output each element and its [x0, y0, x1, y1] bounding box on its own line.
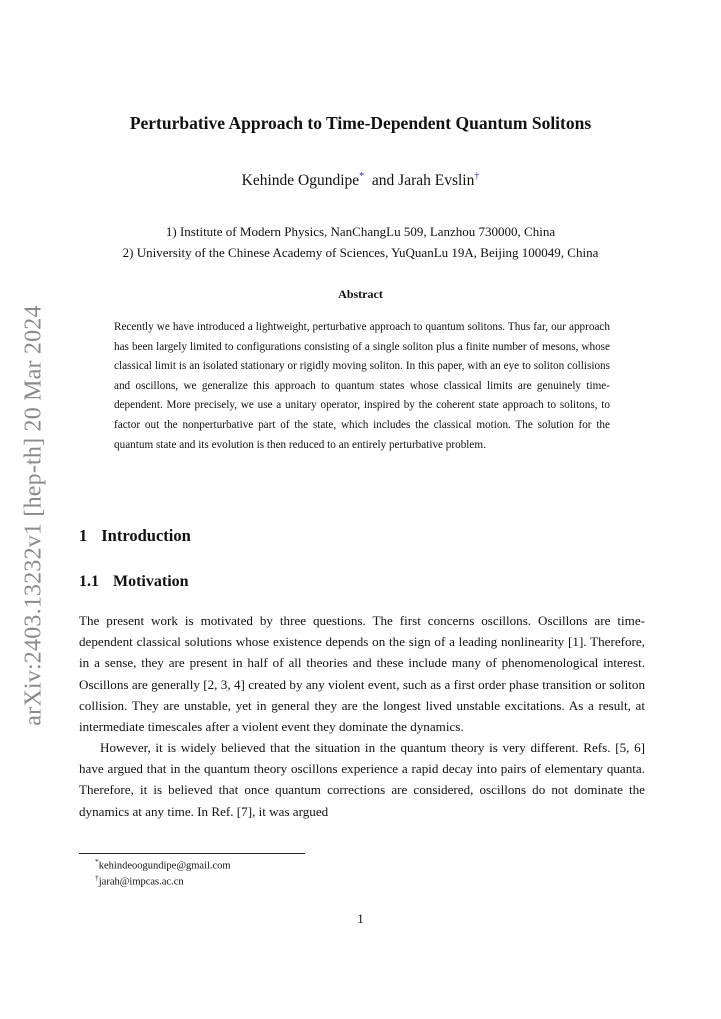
author-footnote-mark[interactable]: † — [474, 171, 480, 182]
footnote-email: kehindeoogundipe@gmail.com — [98, 860, 231, 872]
paper-title: Perturbative Approach to Time-Dependent Quantum Solitons — [129, 113, 592, 133]
footnote-divider — [79, 853, 305, 854]
section-title: Introduction — [101, 526, 191, 545]
subsection-title: Motivation — [113, 573, 189, 590]
section-number: 1 — [79, 526, 88, 545]
footnote-email: jarah@impcas.ac.cn — [98, 876, 184, 888]
body-paragraph: The present work is motivated by three questions. The first concerns oscillons. Oscillons are time-dependent classical solutions whose existence depends on the sign of a leading nonlinearity [1]. Therefore, in a sense, they are present in half of all theories and these include many of phenomenological interest. Oscillons are generally [2, 3, 4] created by any violent event, such as a first order phase transition or soliton collision. They are unstable, yet in general they are the longest lived unstable excitations. As a result, at intermediate timescales after a violent event they dominate the dynamics. — [79, 613, 645, 735]
subsection-number: 1.1 — [79, 573, 99, 590]
footnote — [95, 873, 184, 888]
footnote — [95, 857, 231, 872]
arxiv-identifier-stamp — [14, 304, 54, 726]
author-separator: and — [371, 172, 395, 190]
author-name: Jarah Evslin — [398, 172, 475, 190]
author-line — [0, 171, 721, 190]
affiliation: 2) University of the Chinese Academy of Sciences, YuQuanLu 19A, Beijing 100049, China — [122, 245, 599, 260]
body-paragraph: However, it is widely believed that the situation in the quantum theory is very different. Refs. [5, 6] have argued that in the quantum theory oscillons experience a rapid decay into pairs of elementary quanta. Therefore, it is believed that once quantum corrections are considered, oscillons do not dominate the dynamics at any time. In Ref. [7], it was argued — [79, 740, 645, 819]
author-footnote-mark[interactable]: * — [359, 171, 365, 182]
arxiv-identifier-text: arXiv:2403.13232v1 [hep-th] 20 Mar 2024 — [20, 304, 47, 726]
footnote-mark: † — [95, 873, 99, 882]
footnote-mark: * — [95, 857, 99, 866]
abstract-heading: Abstract — [338, 287, 383, 301]
page-number: 1 — [357, 911, 364, 926]
subsection-heading — [79, 573, 189, 591]
abstract-text: Recently we have introduced a lightweight, perturbative approach to quantum solitons. Thus far, our approach has been largely limited to configurations consisting of a single soliton plus a finite number of mesons, whose classical limit is an isolated stationary or rigidly moving soliton. In this paper, with an eye to soliton collisions and oscillons, we generalize this approach to quantum states whose classical limits are genuinely time-dependent. More precisely, we use a unitary operator, inspired by the coherent state approach to solitons, to factor out the nonperturbative part of the state, which includes the classical motion. The solution for the quantum state and its evolution is then reduced to an entirely perturbative problem. — [114, 321, 610, 451]
section-heading — [79, 526, 191, 546]
author-name: Kehinde Ogundipe — [241, 172, 360, 190]
affiliation: 1) Institute of Modern Physics, NanChangLu 509, Lanzhou 730000, China — [165, 224, 556, 239]
